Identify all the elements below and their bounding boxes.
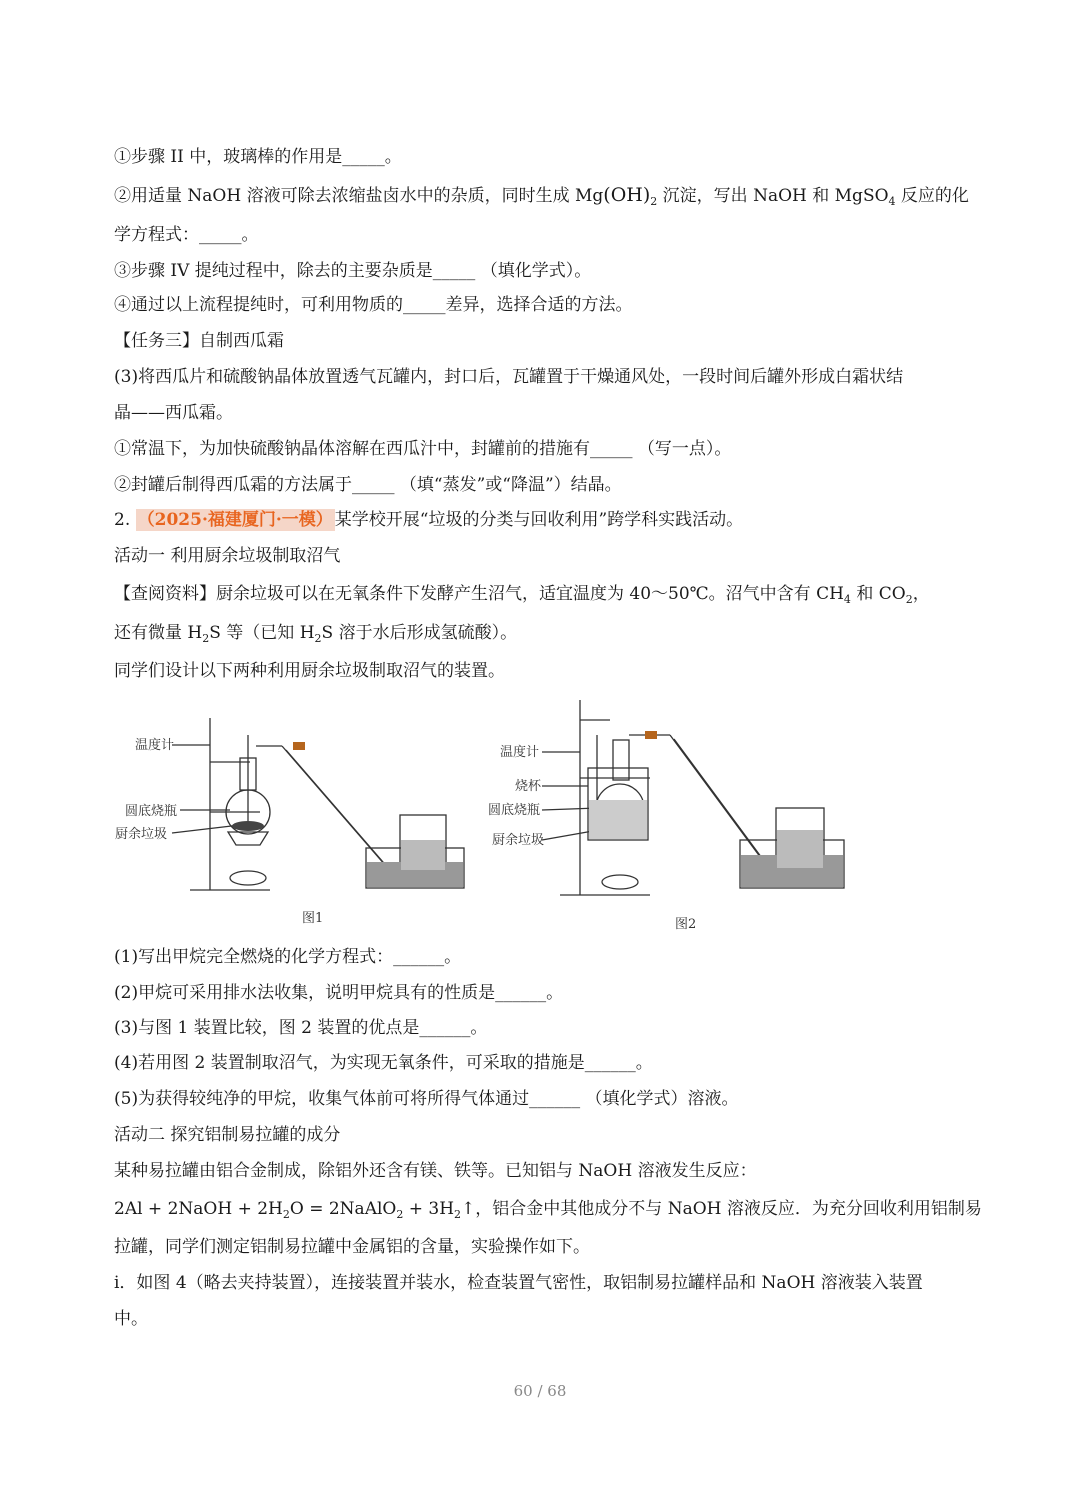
- text-line: 中。: [114, 1309, 148, 1329]
- text-line: ①常温下，为加快硫酸钠晶体溶解在西瓜汁中，封罐前的措施有_____ （写一点）。: [114, 439, 732, 459]
- fig1-label-flask: 圆底烧瓶: [125, 804, 178, 819]
- fig2-label-waste: 厨余垃圾: [492, 833, 545, 848]
- section-heading: 活动二 探究铝制易拉罐的成分: [114, 1125, 341, 1145]
- text-line: 拉罐，同学们测定铝制易拉罐中金属铝的含量，实验操作如下。: [114, 1237, 590, 1257]
- section-heading: 活动一 利用厨余垃圾制取沼气: [114, 546, 341, 566]
- text-line: (3)将西瓜片和硫酸钠晶体放置透气瓦罐内，封口后，瓦罐置于干燥通风处，一段时间后罐外形成白霜状结: [114, 367, 904, 387]
- question-line: (1)写出甲烷完全燃烧的化学方程式：______。: [114, 947, 462, 967]
- text-line: 还有微量 $H_2S$ 等（已知 $H_2S$ 溶于水后形成氢硫酸）。: [114, 623, 518, 645]
- text-line: 晶——西瓜霜。: [114, 403, 233, 423]
- fig2-label-thermometer: 温度计: [500, 745, 540, 760]
- text-line: ②用适量 NaOH 溶液可除去浓缩盐卤水中的杂质，同时生成 $Mg(OH)_2$ 沉淀，写出 NaOH 和 MgSO$_4$ 反应的化: [114, 184, 969, 208]
- text-line: 同学们设计以下两种利用厨余垃圾制取沼气的装置。: [114, 661, 505, 681]
- section-heading: 【任务三】自制西瓜霜: [114, 331, 284, 351]
- fig1-label-thermometer: 温度计: [135, 738, 175, 753]
- source-tag: （2025·福建厦门·一模）: [137, 510, 333, 530]
- text-line: 学方程式：_____。: [114, 225, 259, 245]
- fig1-label-waste: 厨余垃圾: [115, 827, 168, 842]
- question-line: (5)为获得较纯净的甲烷，收集气体前可将所得气体通过______ （填化学式）溶液。: [114, 1089, 739, 1109]
- text-line: 某种易拉罐由铝合金制成，除铝外还含有镁、铁等。已知铝与 NaOH 溶液发生反应：: [114, 1161, 757, 1181]
- fig2-label-beaker: 烧杯: [515, 779, 542, 794]
- apparatus-diagram: [110, 690, 870, 940]
- question-header: 2. （2025·福建厦门·一模） 某学校开展“垃圾的分类与回收利用”跨学科实践活动。: [114, 510, 744, 530]
- text-line: ②封罐后制得西瓜霜的方法属于_____ （填“蒸发”或“降温”）结晶。: [114, 475, 622, 495]
- question-line: (3)与图 1 装置比较，图 2 装置的优点是______。: [114, 1018, 488, 1038]
- text-line: ④通过以上流程提纯时，可利用物质的_____差异，选择合适的方法。: [114, 295, 633, 315]
- fig2-caption: 图2: [675, 917, 697, 932]
- text-line: 【查阅资料】厨余垃圾可以在无氧条件下发酵产生沼气，适宜温度为 40～50℃。沼气中含有 $CH_4$ 和 $CO_2$，: [114, 584, 930, 606]
- fig1-caption: 图1: [302, 911, 324, 926]
- page-number: 60 / 68: [513, 1382, 567, 1400]
- text-line: ①步骤 II 中，玻璃棒的作用是_____。: [114, 147, 402, 167]
- equation-line: 2Al + 2NaOH + $2H_2O$ = 2NaAlO$_2$ + $3H_2↑$，铝合金中其他成分不与 NaOH 溶液反应．为充分回收利用铝制易: [114, 1199, 982, 1221]
- text-line: i．如图 4（略去夹持装置），连接装置并装水，检查装置气密性，取铝制易拉罐样品和 NaOH 溶液装入装置: [114, 1273, 923, 1293]
- fig2-label-flask: 圆底烧瓶: [488, 803, 541, 818]
- question-line: (4)若用图 2 装置制取沼气，为实现无氧条件，可采取的措施是______。: [114, 1053, 653, 1073]
- text-line: ③步骤 IV 提纯过程中，除去的主要杂质是_____ （填化学式）。: [114, 261, 592, 281]
- question-line: (2)甲烷可采用排水法收集，说明甲烷具有的性质是______。: [114, 983, 564, 1003]
